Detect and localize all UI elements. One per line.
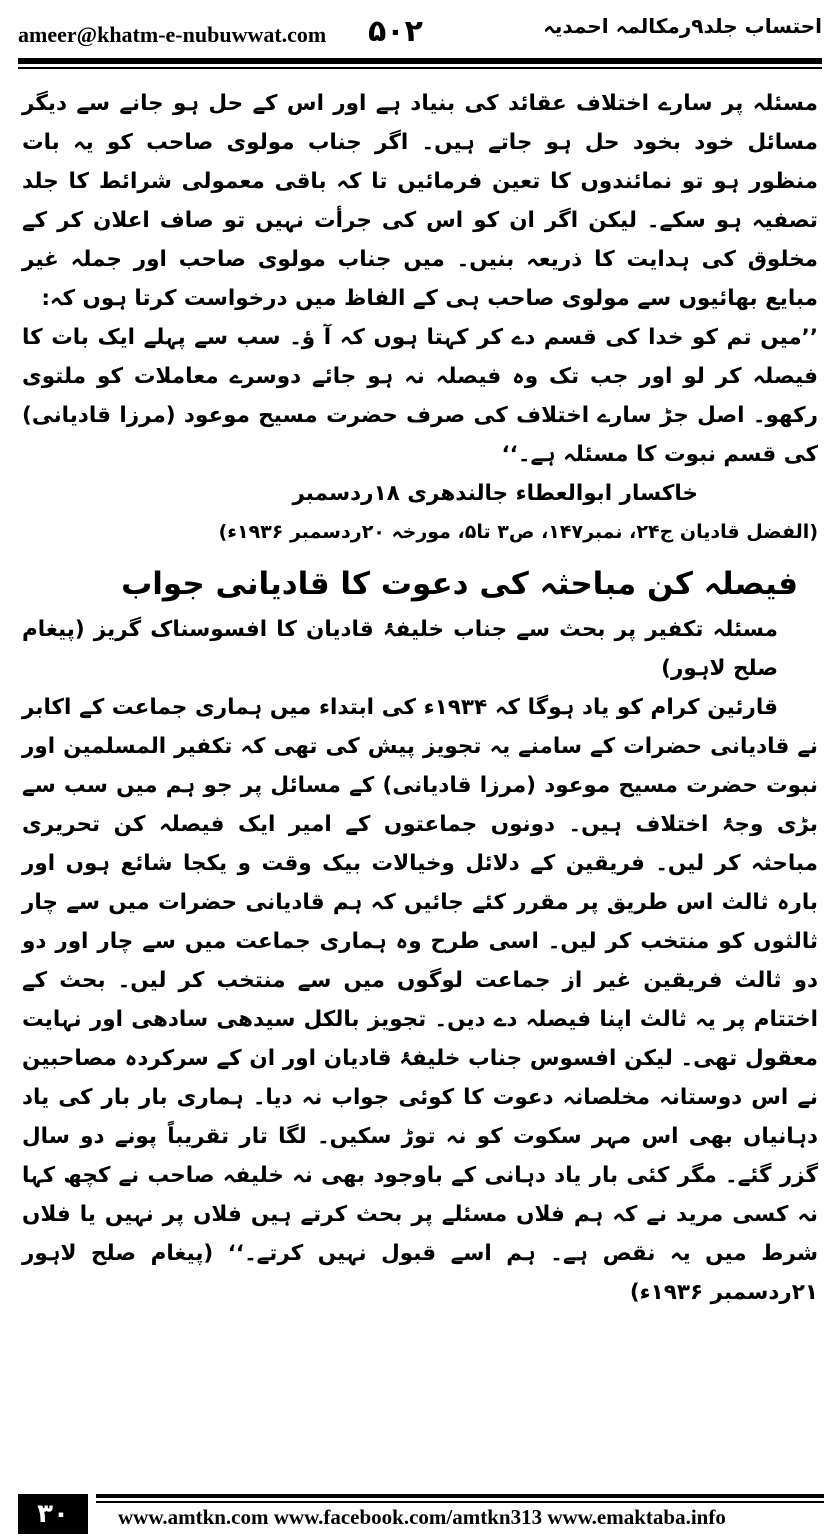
footer-rule-thick <box>96 1494 824 1498</box>
book-title: احتساب جلد۹رمکالمہ احمدیہ <box>543 14 822 38</box>
article-paragraph: قارئین کرام کو یاد ہوگا کہ ۱۹۳۴ء کی ابتداء میں ہماری جماعت کے اکابر نے قادیانی حضرات کے سامنے یہ تجویز پیش کی تھی کہ تکفیر المسلمین اور نبوت حضرت مسیح موعود (مرزا قادیانی) کے مسائل پر جو ہم میں سب سے بڑی وجۂ اختلاف ہیں۔ دونوں جماعتوں کے امیر ایک فیصلہ کن تحریری مباحثہ کر لیں۔ فریقین کے دلائل وخیالات بیک وقت و یکجا شائع ہوں اور بارہ ثالث اس طریق پر مقرر کئے جائیں کہ ہم قادیانی حضرات میں سے چار ثالثوں کو منتخب کر لیں۔ اسی طرح وہ ہماری جماعت میں سے چار اور دو دو ثالث فریقین غیر از جماعت لوگوں میں سے منتخب کر لیں۔ بحث کے اختتام پر یہ ثالث اپنا فیصلہ دے دیں۔ تجویز بالکل سیدھی سادھی اور نہایت معقول تھی۔ لیکن افسوس جناب خلیفۂ قادیان اور ان کے سرکردہ مصاحبین نے اس دوستانہ مخلصانہ دعوت کا کوئی جواب نہ دیا۔ ہماری بار بار کی یاد دہانیاں بھی اس مہر سکوت کو نہ توڑ سکیں۔ لگا تار تقریباً پونے دو سال گزر گئے۔ مگر کئی بار یاد دہانی کے باوجود بھی نہ خلیفہ صاحب نے کچھ کہا نہ کسی مرید نے کہ ہم فلاں مسئلے پر بحث کرتے ہیں فلاں پر نہیں یا فلاں شرط میں یہ نقص ہے۔ ہم اسے قبول نہیں کرتے۔‘‘ (پیغام صلح لاہور ۲۱ردسمبر ۱۹۳۶ء) <box>22 695 818 1305</box>
reference-citation: (الفضل قادیان ج۲۴، نمبر۱۴۷، ص۳ تا۵، مورخہ ۲۰ردسمبر ۱۹۳۶ء) <box>218 521 818 543</box>
page-body <box>22 84 818 1312</box>
quote-paragraph: ’’میں تم کو خدا کی قسم دے کر کہتا ہوں کہ آ ؤ۔ سب سے پہلے ایک بات کا فیصلہ کر لو اور جب تک وہ فیصلہ نہ ہو جائے دوسرے معاملات کو ملتوی رکھو۔ اصل جڑ سارے اختلاف کی صرف حضرت مسیح موعود (مرزا قادیانی) کی قسم نبوت کا مسئلہ ہے۔‘‘ <box>22 325 818 467</box>
footer-rule-thin <box>96 1501 824 1503</box>
footer-urls[interactable]: www.amtkn.com www.facebook.com/amtkn313 www.emaktaba.info <box>118 1505 726 1529</box>
section-subheading: مسئلہ تکفیر پر بحث سے جناب خلیفۂ قادیان کا افسوسناک گریز (پیغام صلح لاہور) <box>22 617 778 681</box>
section-heading: فیصلہ کن مباحثہ کی دعوت کا قادیانی جواب <box>121 566 798 602</box>
footer-page-label: ۳۰ <box>18 1494 88 1534</box>
header-rule-thick <box>18 58 822 64</box>
header-rule-thin <box>18 67 822 69</box>
page-header <box>0 0 840 50</box>
body-paragraph-1: مسئلہ پر سارے اختلاف عقائد کی بنیاد ہے اور اس کے حل ہو جانے سے دیگر مسائل خود بخود حل ہو جاتے ہیں۔ اگر جناب مولوی صاحب کو یہ بات منظور ہو تو نمائندوں کا تعین فرمائیں تا کہ باقی معمولی شرائط کا جلد تصفیہ ہو سکے۔ لیکن اگر ان کو اس کی جرأت نہیں تو صاف اعلان کر کے مخلوق کی ہدایت کا ذریعہ بنیں۔ میں جناب مولوی صاحب اور جملہ غیر مبایع بھائیوں سے مولوی صاحب ہی کے الفاظ میں درخواست کرتا ہوں کہ: <box>22 91 818 311</box>
page-number: ۵۰۲ <box>368 14 423 49</box>
signature: خاکسار ابوالعطاء جالندھری ۱۸ردسمبر <box>292 481 698 506</box>
header-email[interactable]: ameer@khatm-e-nubuwwat.com <box>18 22 327 47</box>
